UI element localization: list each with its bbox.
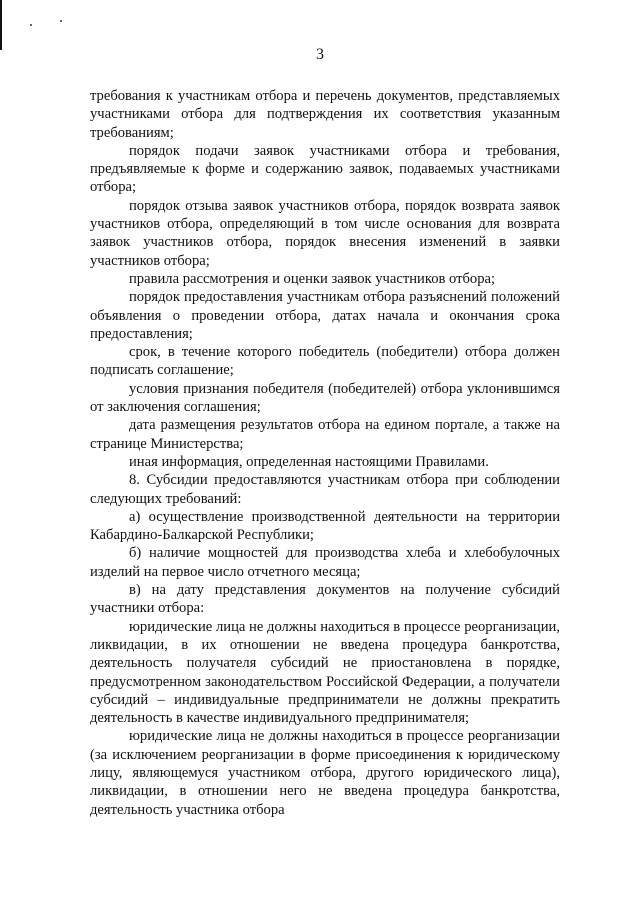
paragraph: б) наличие мощностей для производства хлеба и хлебобулочных изделий на первое число отчетного месяца; [90,545,560,580]
page-number: 3 [316,46,324,63]
paragraph: в) на дату представления документов на получение субсидий участники отбора: [90,582,560,617]
scan-speck [30,24,32,26]
document-body [90,87,560,819]
paragraph: порядок предоставления участникам отбора разъяснений положений объявления о проведении отбора, датах начала и окончания срока предоставления; [90,289,560,342]
paragraph: порядок отзыва заявок участников отбора, порядок возврата заявок участников отбора, определяющий в том числе основания для возврата заявок участников отбора, порядок внесения изменений в заявки участников отбора; [90,197,560,269]
scan-edge-mark [0,0,2,50]
paragraph: а) осуществление производственной деятельности на территории Кабардино-Балкарской Республики; [90,508,560,544]
paragraph: юридические лица не должны находиться в процессе реорганизации, ликвидации, в их отношении не введена процедура банкротства, деятельность получателя субсидий не приостановлена в порядке, предусмотренном законодательством Российской Федерации, а получатели субсидий – индивидуальные предприниматели не должны прекратить деятельность в качестве индивидуального предпринимателя; [90,618,560,727]
scan-speck [60,20,62,22]
paragraph: 8. Субсидии предоставляются участникам отбора при соблюдении следующих требований: [90,472,560,507]
paragraph: условия признания победителя (победителей) отбора уклонившимся от заключения соглашения; [90,380,560,416]
paragraph: порядок подачи заявок участниками отбора и требования, предъявляемые к форме и содержанию заявок, подаваемых участниками отбора; [90,142,560,196]
paragraph: правила рассмотрения и оценки заявок участников отбора; [129,270,496,287]
paragraph: требования к участникам отбора и перечень документов, представляемых участниками отбора для подтверждения их соответствия указанным требованиям; [90,88,560,141]
paragraph: юридические лица не должны находиться в процессе реорганизации (за исключением реорганизации в форме присоединения к юридическому лицу, являющемуся участником отбора, другого юридического лица), ликвидации, в отношении него не введена процедура банкротства, деятельность участника отбора [90,728,560,818]
paragraph: срок, в течение которого победитель (победители) отбора должен подписать соглашение; [90,344,560,379]
paragraph: дата размещения результатов отбора на едином портале, а также на странице Министерства; [90,417,560,452]
paragraph: иная информация, определенная настоящими Правилами. [129,453,489,470]
